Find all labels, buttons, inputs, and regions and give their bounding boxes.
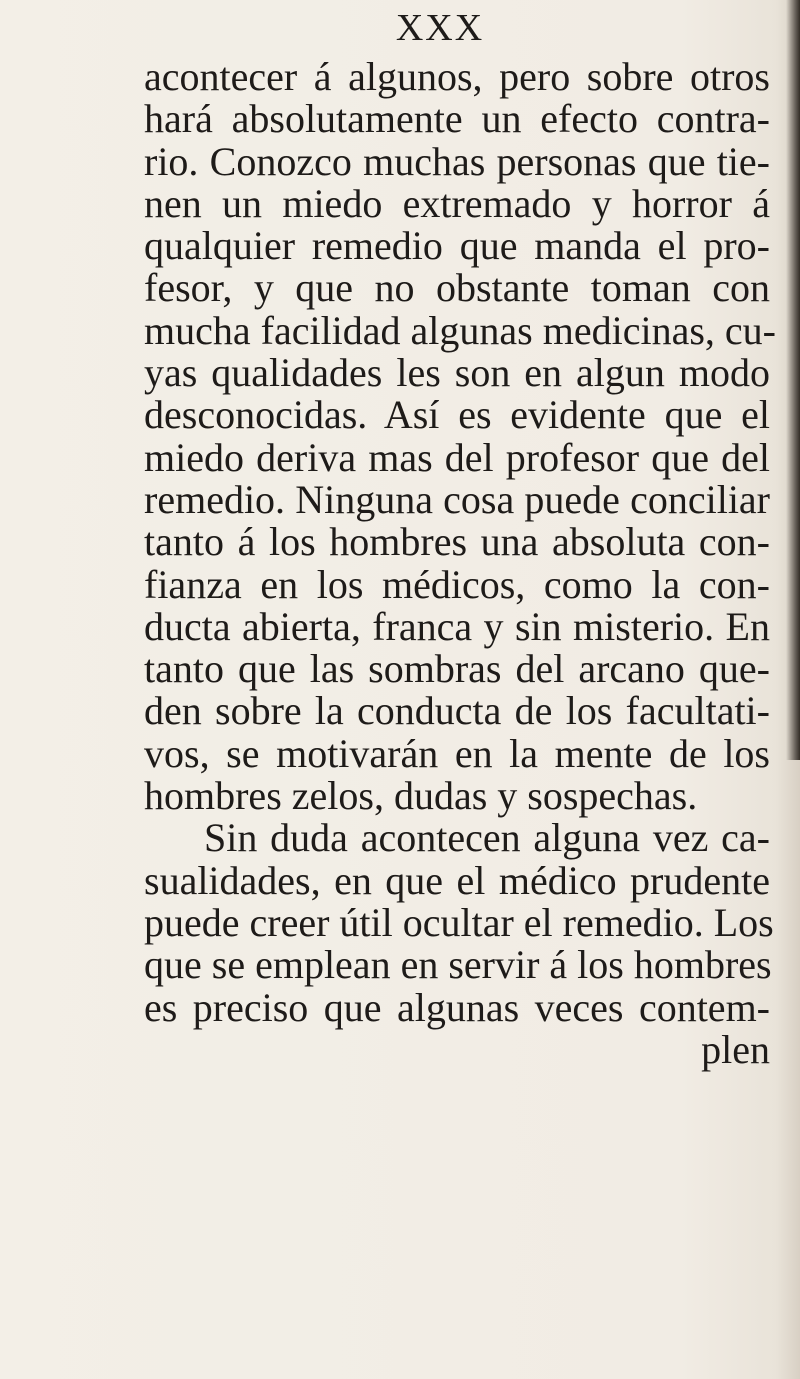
text-line: nen un miedo extremado y horror á	[144, 180, 770, 226]
text-line: remedio. Ninguna cosa puede conciliar	[144, 476, 770, 522]
text-line: tanto á los hombres una absoluta con-	[144, 519, 770, 565]
text-line: miedo deriva mas del profesor que del	[144, 434, 770, 480]
text-line: hombres zelos, dudas y sospechas.	[144, 773, 698, 819]
text-line: que se emplean en servir á los hombres	[144, 942, 772, 988]
text-line: rio. Conozco muchas personas que tie-	[144, 138, 770, 184]
text-line: qualquier remedio que manda el pro-	[144, 223, 770, 269]
text-line: es preciso que algunas veces contem-	[144, 984, 770, 1030]
text-line: mucha facilidad algunas medicinas, cu-	[144, 307, 776, 353]
text-line: puede creer útil ocultar el remedio. Los	[144, 899, 774, 945]
text-line: fianza en los médicos, como la con-	[144, 561, 770, 607]
text-line: sualidades, en que el médico prudente	[144, 857, 770, 903]
text-line: hará absolutamente un efecto contra-	[144, 96, 770, 142]
text-line: vos, se motivarán en la mente de los	[144, 730, 770, 776]
text-line: ducta abierta, franca y sin misterio. En	[144, 603, 770, 649]
page-edge-shadow	[786, 0, 800, 760]
paragraph-first-line: Sin duda acontecen alguna vez ca-	[204, 815, 770, 861]
body-text	[144, 54, 776, 1072]
text-line: fesor, y que no obstante toman con	[144, 265, 770, 311]
catchword: plen	[701, 1026, 770, 1072]
text-line: tanto que las sombras del arcano que-	[144, 646, 770, 692]
text-line: acontecer á algunos, pero sobre otros	[144, 54, 770, 99]
text-line: den sobre la conducta de los facultati-	[144, 688, 770, 734]
text-line: yas qualidades les son en algun modo	[144, 350, 770, 396]
text-line: desconocidas. Así es evidente que el	[144, 392, 770, 438]
running-head: XXX	[395, 7, 485, 49]
